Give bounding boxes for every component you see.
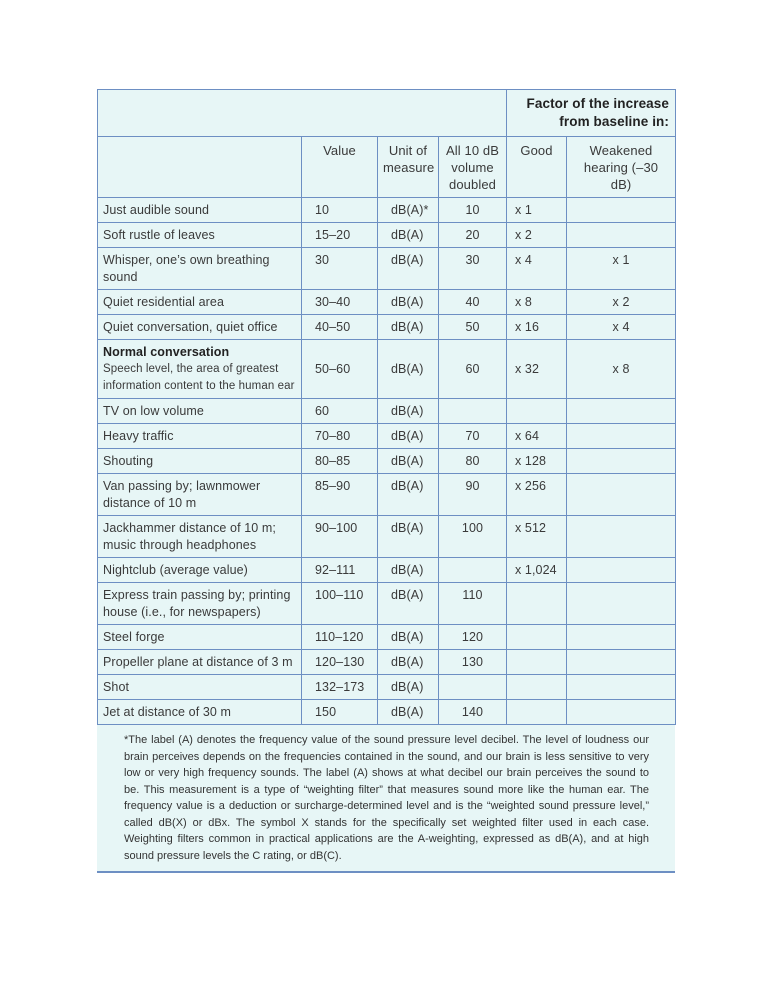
- sound-level-table: [97, 89, 676, 725]
- column-header-weakened: Weakened hearing (–30 dB): [567, 137, 676, 198]
- row-unit: dB(A): [378, 700, 439, 725]
- column-header-description: [98, 137, 302, 198]
- row-weakened: x 2: [567, 290, 676, 315]
- row-value: 85–90: [302, 474, 378, 516]
- row-weakened: x 4: [567, 315, 676, 340]
- row-value: 70–80: [302, 424, 378, 449]
- row-label: Whisper, one’s own breathing sound: [98, 248, 302, 290]
- row-unit: dB(A)*: [378, 198, 439, 223]
- table-row: [98, 675, 676, 700]
- row-unit: dB(A): [378, 650, 439, 675]
- row-unit: dB(A): [378, 340, 439, 399]
- row-value: 60: [302, 399, 378, 424]
- row-doubled: 80: [439, 449, 507, 474]
- row-doubled: [439, 399, 507, 424]
- row-label-bold: Normal conversation: [103, 345, 230, 359]
- row-weakened: [567, 700, 676, 725]
- row-value: 50–60: [302, 340, 378, 399]
- header-blank-cell: [98, 90, 507, 137]
- table-row: [98, 248, 676, 290]
- table-row: [98, 424, 676, 449]
- row-value: 15–20: [302, 223, 378, 248]
- table-row: [98, 625, 676, 650]
- column-header-unit: Unit of measure: [378, 137, 439, 198]
- row-value: 92–111: [302, 558, 378, 583]
- row-value: 90–100: [302, 516, 378, 558]
- row-doubled: [439, 675, 507, 700]
- row-good: x 2: [507, 223, 567, 248]
- row-label: Soft rustle of leaves: [98, 223, 302, 248]
- row-weakened: [567, 516, 676, 558]
- row-label: Just audible sound: [98, 198, 302, 223]
- row-label: Van passing by; lawnmower distance of 10 m: [98, 474, 302, 516]
- sound-level-table-panel: [97, 89, 675, 873]
- row-unit: dB(A): [378, 516, 439, 558]
- row-doubled: 100: [439, 516, 507, 558]
- row-doubled: 70: [439, 424, 507, 449]
- table-row: [98, 474, 676, 516]
- header-row-factor: [98, 90, 676, 137]
- row-doubled: 110: [439, 583, 507, 625]
- row-value: 30–40: [302, 290, 378, 315]
- table-row: [98, 315, 676, 340]
- row-doubled: 60: [439, 340, 507, 399]
- row-unit: dB(A): [378, 223, 439, 248]
- row-value: 120–130: [302, 650, 378, 675]
- table-row: [98, 516, 676, 558]
- row-label: Propeller plane at distance of 3 m: [98, 650, 302, 675]
- row-doubled: 140: [439, 700, 507, 725]
- table-row: [98, 223, 676, 248]
- row-label: Shot: [98, 675, 302, 700]
- row-weakened: [567, 399, 676, 424]
- row-good: x 1,024: [507, 558, 567, 583]
- table-row: [98, 399, 676, 424]
- row-unit: dB(A): [378, 248, 439, 290]
- row-doubled: 130: [439, 650, 507, 675]
- row-good: x 1: [507, 198, 567, 223]
- row-label: Heavy traffic: [98, 424, 302, 449]
- row-value: 80–85: [302, 449, 378, 474]
- table-row: [98, 650, 676, 675]
- row-weakened: x 8: [567, 340, 676, 399]
- table-row: [98, 558, 676, 583]
- row-weakened: x 1: [567, 248, 676, 290]
- row-label: Shouting: [98, 449, 302, 474]
- row-value: 10: [302, 198, 378, 223]
- row-doubled: 30: [439, 248, 507, 290]
- row-label: Speech level, the area of greatest information content to the human ear: [103, 363, 295, 392]
- row-value: 30: [302, 248, 378, 290]
- row-doubled: [439, 558, 507, 583]
- row-weakened: [567, 650, 676, 675]
- row-weakened: [567, 558, 676, 583]
- row-weakened: [567, 424, 676, 449]
- row-good: [507, 700, 567, 725]
- row-good: x 256: [507, 474, 567, 516]
- row-good: x 64: [507, 424, 567, 449]
- row-good: x 32: [507, 340, 567, 399]
- table-row: [98, 449, 676, 474]
- row-unit: dB(A): [378, 583, 439, 625]
- row-good: x 128: [507, 449, 567, 474]
- row-label: Nightclub (average value): [98, 558, 302, 583]
- row-good: [507, 399, 567, 424]
- column-header-value: Value: [302, 137, 378, 198]
- row-doubled: 120: [439, 625, 507, 650]
- row-weakened: [567, 625, 676, 650]
- row-label: Jackhammer distance of 10 m; music through headphones: [98, 516, 302, 558]
- row-unit: dB(A): [378, 558, 439, 583]
- row-doubled: 20: [439, 223, 507, 248]
- row-unit: dB(A): [378, 449, 439, 474]
- row-unit: dB(A): [378, 399, 439, 424]
- row-value: 100–110: [302, 583, 378, 625]
- row-unit: dB(A): [378, 290, 439, 315]
- row-weakened: [567, 583, 676, 625]
- row-label: Quiet conversation, quiet office: [98, 315, 302, 340]
- row-value: 150: [302, 700, 378, 725]
- header-row-columns: [98, 137, 676, 198]
- row-good: [507, 675, 567, 700]
- row-unit: dB(A): [378, 315, 439, 340]
- row-good: x 4: [507, 248, 567, 290]
- row-value: 132–173: [302, 675, 378, 700]
- row-weakened: [567, 675, 676, 700]
- row-label: Jet at distance of 30 m: [98, 700, 302, 725]
- row-good: [507, 583, 567, 625]
- row-unit: dB(A): [378, 474, 439, 516]
- footnote: *The label (A) denotes the frequency value of the sound pressure level decibel. The level of loudness our brain perceives depends on the frequencies contained in the sound, and our brain is less sensitive to very low or very high frequency sounds. The label (A) shows at what decibel our brain perceives the sound to be. This measurement is a type of “weighting filter” that measures sound more like the human ear. The frequency value is a deduction or surcharge-determined level and is the “weighted sound pressure level,” called dB(X) or dBx. The symbol X stands for the specifically set weighted filter used in each case. Weighting filters common in practical applications are the A-weighting, expressed as dB(A), and at high sound pressure levels the C rating, or dB(C).: [97, 725, 675, 873]
- row-weakened: [567, 449, 676, 474]
- table-row: [98, 290, 676, 315]
- row-weakened: [567, 223, 676, 248]
- row-good: x 8: [507, 290, 567, 315]
- row-label: Steel forge: [98, 625, 302, 650]
- row-label: TV on low volume: [98, 399, 302, 424]
- table-row: [98, 198, 676, 223]
- row-weakened: [567, 474, 676, 516]
- row-label-cell: [98, 340, 302, 399]
- row-good: x 512: [507, 516, 567, 558]
- row-unit: dB(A): [378, 625, 439, 650]
- row-doubled: 90: [439, 474, 507, 516]
- row-unit: dB(A): [378, 424, 439, 449]
- row-good: [507, 625, 567, 650]
- table-row: [98, 583, 676, 625]
- row-value: 40–50: [302, 315, 378, 340]
- table-row: [98, 700, 676, 725]
- row-label: Express train passing by; printing house (i.e., for newspapers): [98, 583, 302, 625]
- row-unit: dB(A): [378, 675, 439, 700]
- factor-header: Factor of the increase from baseline in:: [507, 90, 676, 137]
- column-header-good: Good: [507, 137, 567, 198]
- row-doubled: 10: [439, 198, 507, 223]
- row-label: Quiet residential area: [98, 290, 302, 315]
- row-doubled: 40: [439, 290, 507, 315]
- table-row: [98, 340, 676, 399]
- row-value: 110–120: [302, 625, 378, 650]
- row-weakened: [567, 198, 676, 223]
- column-header-doubled: All 10 dB volume doubled: [439, 137, 507, 198]
- row-doubled: 50: [439, 315, 507, 340]
- row-good: [507, 650, 567, 675]
- row-good: x 16: [507, 315, 567, 340]
